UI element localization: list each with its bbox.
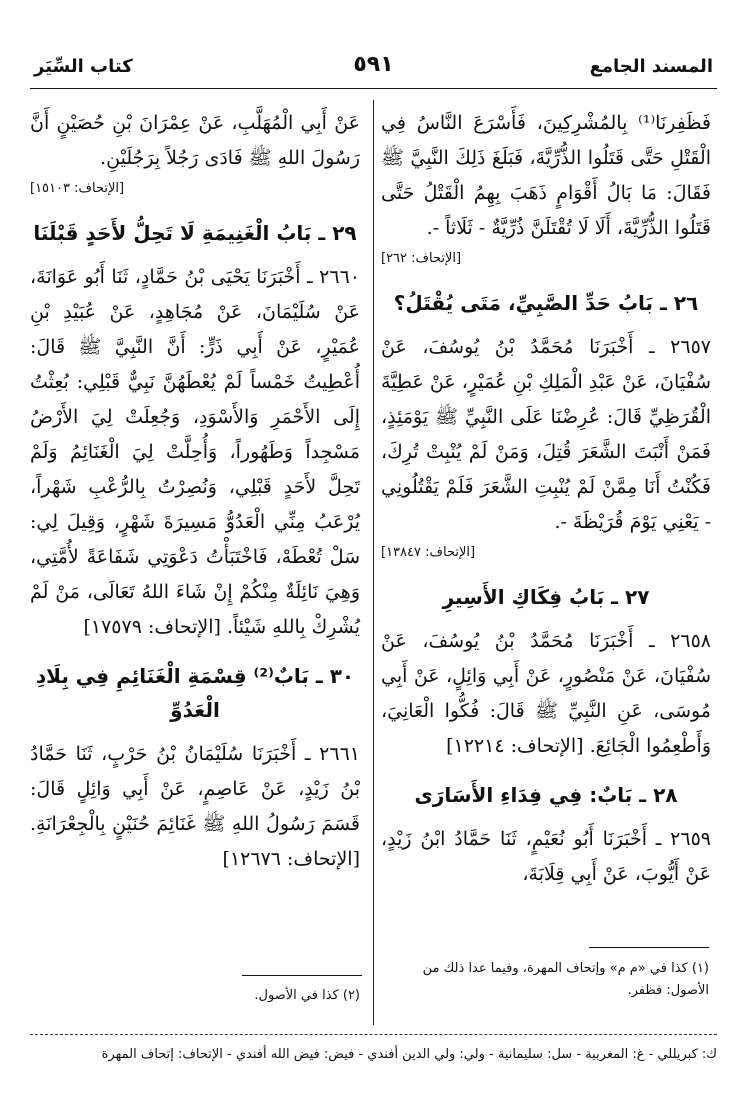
footnote-divider (242, 975, 362, 976)
footnote-divider (589, 947, 709, 948)
chapter-title: كتاب السِّيَر (34, 56, 133, 77)
hadith-text: ٢٦٥٩ ـ أَخْبَرَنَا أَبُو نُعَيْمٍ، ثَنَا حَمَّادُ ابْنُ زَيْدٍ، عَنْ أَيُّوبَ، عَنْ أَبِي قِلَابَةَ، (381, 828, 711, 885)
hadith-text: ٢٦٦٠ ـ أَخْبَرَنَا يَحْيَى بْنُ حَمَّادٍ، ثَنَا أَبُو عَوَانَةَ، عَنْ سُلَيْمَانَ، عَنْ مُجَاهِدٍ، عَنْ عُبَيْدِ بْنِ عُمَيْرٍ، عَنْ أَبِي ذَرٍّ: أَنَّ النَّبِيَّ ﷺ قَالَ: أُعْطِيتُ خَمْساً لَمْ يُعْطَهُنَّ نَبِيٌّ قَبْلِي: بُعِثْتُ إِلَى الأَحْمَرِ وَالأَسْوَدِ، وَجُعِلَتْ لِيَ الأَرْضُ مَسْجِداً وَطَهُوراً، وَأُحِلَّتْ لِيَ الْغَنَائِمُ وَلَمْ تَحِلَّ لأَحَدٍ قَبْلِي، وَنُصِرْتُ بِالرُّعْبِ شَهْراً، يُرْعَبُ مِنِّي الْعَدُوُّ مَسِيرَةَ شَهْرٍ، وَقِيلَ لِي: سَلْ تُعْطَهْ، فَاخْتَبَأْتُ دَعْوَتِي شَفَاعَةً لأُمَّتِي، وَهِيَ نَائِلَةٌ مِنْكُمْ إِنْ شَاءَ اللهُ تَعَالَى، مَنْ لَمْ يُشْرِكْ بِاللهِ شَيْئاً. [الإتحاف: ١٧٥٧٩] (30, 266, 360, 638)
ithaf-reference: [الإتحاف: ١٥١٠٣] (30, 181, 125, 196)
footnote: (١) كذا في «م م» وإتحاف المهرة، وفيما عدا ذلك من الأصول: فظفر. (422, 961, 709, 998)
ithaf-reference: [الإتحاف: ٢٦٢] (381, 251, 462, 266)
hadith-text: فَظَفِرنَا⁽¹⁾ بِالمُشْرِكِينَ، فَأَسْرَعَ النَّاسُ فِي الْقَتْلِ حَتَّى قَتَلُوا الذُّرِّيَّةَ، فَبَلَغَ ذَلِكَ النَّبِيَّ ﷺ فَقَالَ: مَا بَالُ أَقْوَامٍ ذَهَبَ بِهِمُ الْقَتْلُ حَتَّى قَتَلُوا الذُّرِّيَّةَ، أَلَا لَا تُقْتَلَنَّ ذُرِّيَّةٌ - ثَلَاثاً -. (381, 112, 711, 239)
header-divider (30, 88, 717, 89)
chapter-heading: ٢٦ ـ بَابُ حَدِّ الصَّبِيِّ، مَتَى يُقْتَلُ؟ (393, 291, 699, 315)
page-header (32, 52, 715, 88)
legend-divider (30, 1034, 717, 1035)
ithaf-reference: [الإتحاف: ١٣٨٤٧] (381, 545, 476, 560)
hadith-text: عَنْ أَبِي الْمُهَلَّبِ، عَنْ عِمْرَانَ بْنِ حُصَيْنٍ أَنَّ رَسُولَ اللهِ ﷺ فَادَى رَجُلاً بِرَجُلَيْنِ. (30, 112, 360, 169)
left-column (30, 106, 360, 877)
hadith-text: ٢٦٥٨ ـ أَخْبَرَنَا مُحَمَّدُ بْنُ يُوسُفَ، عَنْ سُفْيَانَ، عَنْ مَنْصُورٍ، عَنْ أَبِي وَائِلٍ، عَنْ أَبِي مُوسَى، عَنِ النَّبِيِّ ﷺ قَالَ: فُكُّوا الْعَانِيَ، وَأَطْعِمُوا الْجَائِعَ. [الإتحاف: ١٢٢١٤] (381, 630, 711, 757)
footnote: (٢) كذا في الأصول. (254, 988, 360, 1003)
right-column (381, 106, 711, 892)
page-number: ٥٩١ (353, 52, 394, 77)
book-title: المسند الجامع (589, 56, 713, 77)
chapter-heading: ٣٠ ـ بَابٌ⁽²⁾ قِسْمَةِ الْغَنَائِمِ فِي بِلَادِ الْعَدُوِّ (35, 664, 355, 722)
chapter-heading: ٢٧ ـ بَابُ فِكَاكِ الأَسِيرِ (442, 585, 650, 609)
chapter-heading: ٢٩ ـ بَابُ الْغَنِيمَةِ لَا تَحِلُّ لأَحَدٍ قَبْلَنَا (33, 221, 357, 245)
column-divider (373, 100, 374, 1025)
hadith-text: ٢٦٥٧ ـ أَخْبَرَنَا مُحَمَّدُ بْنُ يُوسُفَ، عَنْ سُفْيَانَ، عَنْ عَبْدِ الْمَلِكِ بْنِ عُمَيْرٍ، عَنْ عَطِيَّةَ الْقُرَظِيِّ قَالَ: عُرِضْنَا عَلَى النَّبِيِّ ﷺ يَوْمَئِذٍ، فَمَنْ أَنْبَتَ الشَّعَرَ قُتِلَ، وَمَنْ لَمْ يُنْبِتْ تُرِكَ، فَكُنْتُ أَنَا مِمَّنْ لَمْ يُنْبِتِ الشَّعَرَ فَلَمْ يَقْتُلُونِي - يَعْنِي يَوْمَ قُرَيْظَةَ -. (381, 336, 711, 533)
manuscript-legend: ك: كبريللي - غ: المغربية - سل: سليمانية - ولي: ولي الدين أفندي - فيض: فيض الله أفندي - الإتحاف: إتحاف المهرة (101, 1047, 717, 1062)
chapter-heading: ٢٨ ـ بَابٌ: فِي فِدَاءِ الأَسَارَى (414, 783, 678, 807)
hadith-text: ٢٦٦١ ـ أَخْبَرَنَا سُلَيْمَانُ بْنُ حَرْبٍ، ثَنَا حَمَّادُ بْنُ زَيْدٍ، عَنْ عَاصِمٍ، عَنْ أَبِي وَائِلٍ قَالَ: قَسَمَ رَسُولُ اللهِ ﷺ غَنَائِمَ حُنَيْنٍ بِالْجِعْرَانَةِ. [الإتحاف: ١٢٦٧٦] (30, 743, 360, 870)
